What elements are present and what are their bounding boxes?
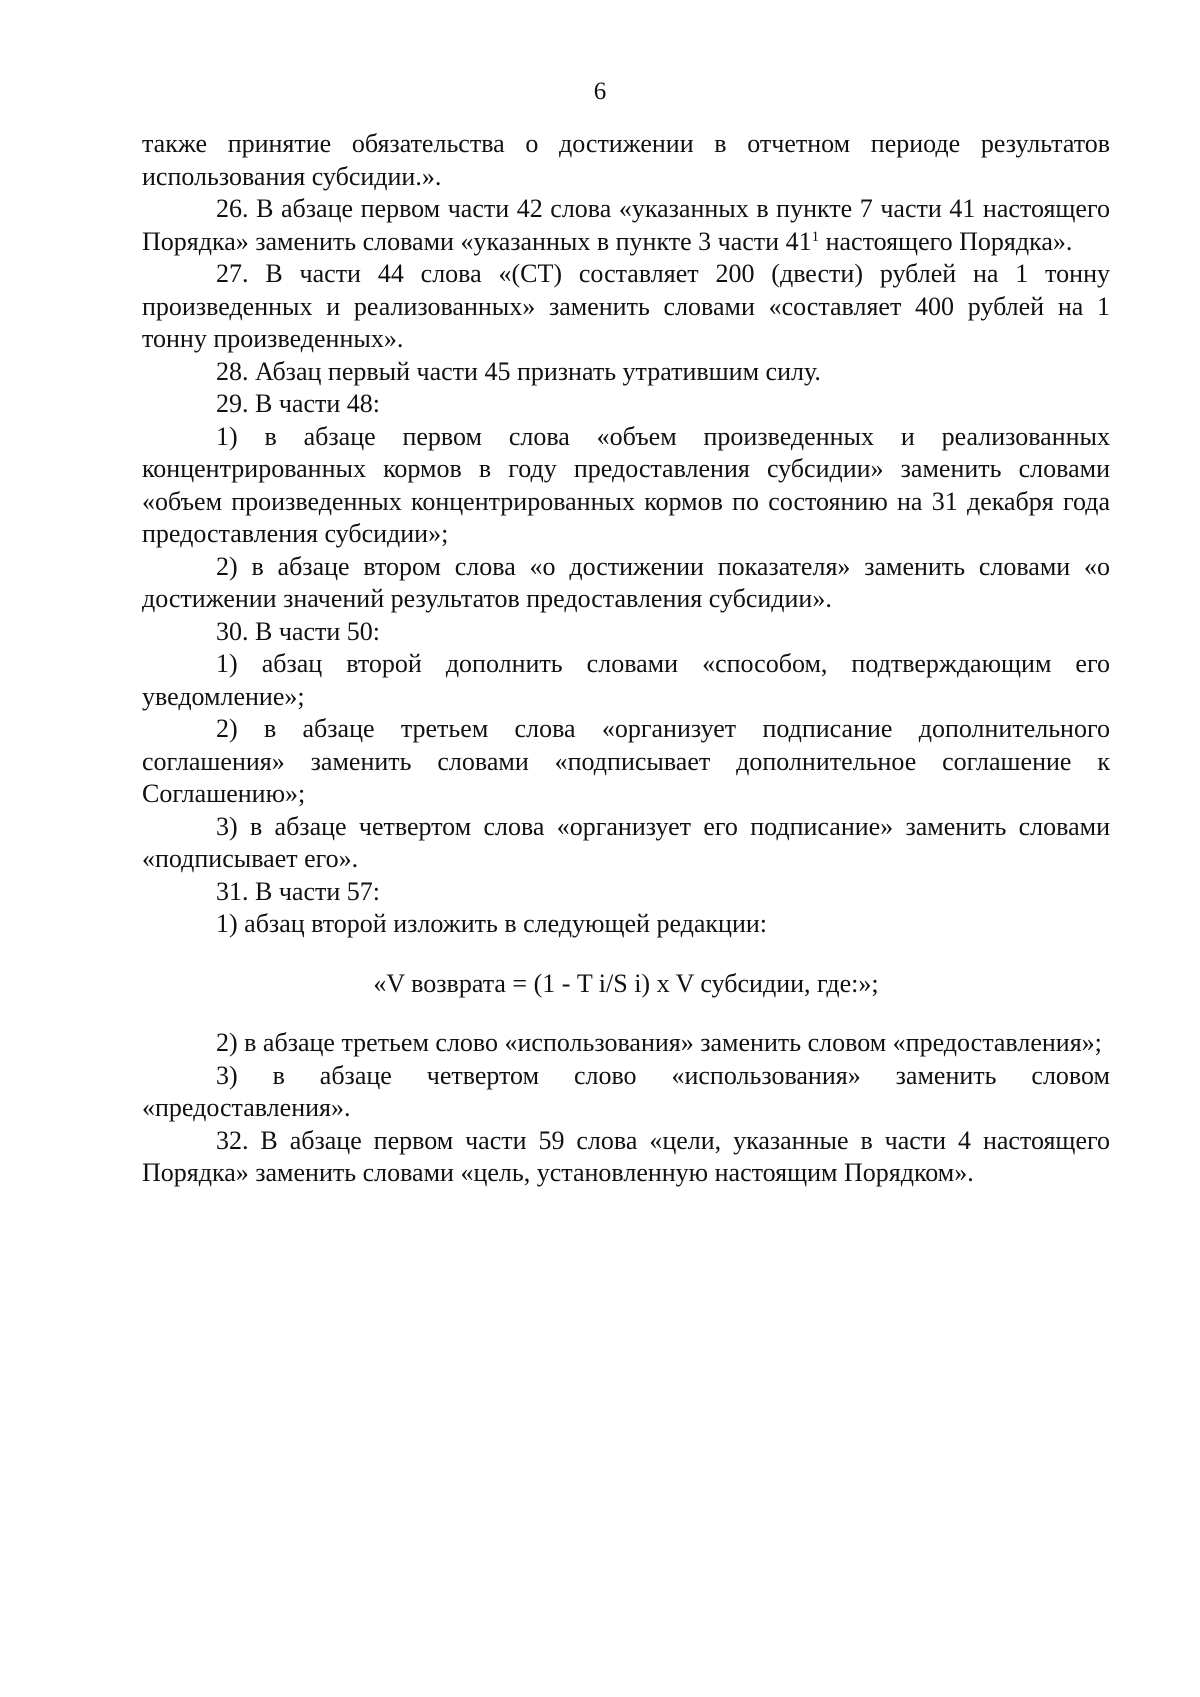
paragraph-30: 30. В части 50: [216, 616, 380, 646]
document-body [142, 128, 1110, 1190]
superscript-1: 1 [811, 228, 820, 245]
paragraph-26-tail: настоящего Порядка». [819, 226, 1073, 256]
paragraph-31-item-3: 3) в абзаце четвертом слово «использования» заменить словом «предоставления». [142, 1060, 1110, 1122]
paragraph-continuation: также принятие обязательства о достижении в отчетном периоде результатов использования субсидии.». [142, 129, 1110, 191]
paragraph-26 [142, 193, 1110, 258]
page-number: 6 [593, 78, 607, 105]
paragraph-26-text: 26. В абзаце первом части 42 слова «указанных в пункте 7 части 41 настоящего Порядка» заменить словами «указанных в пункте 3 части 41 [142, 194, 1110, 256]
paragraph-30-item-3: 3) в абзаце четвертом слова «организует его подписание» заменить словами «подписывает его». [142, 811, 1110, 873]
paragraph-27: 27. В части 44 слова «(СТ) составляет 200 (двести) рублей на 1 тонну произведенных и реализованных» заменить словами «составляет 400 рублей на 1 тонну произведенных». [142, 259, 1110, 353]
paragraph-32: 32. В абзаце первом части 59 слова «цели, указанные в части 4 настоящего Порядка» заменить словами «цель, установленную настоящим Порядком». [142, 1125, 1110, 1187]
paragraph-29-item-2: 2) в абзаце втором слова «о достижении показателя» заменить словами «о достижении значений результатов предоставления субсидии». [142, 551, 1110, 613]
paragraph-29: 29. В части 48: [216, 389, 380, 418]
paragraph-30-item-1: 1) абзац второй дополнить словами «способом, подтверждающим его уведомление»; [142, 649, 1110, 711]
paragraph-30-item-2: 2) в абзаце третьем слова «организует подписание дополнительного соглашения» заменить словами «подписывает дополнительное соглашение к Соглашению»; [142, 714, 1110, 808]
paragraph-28: 28. Абзац первый части 45 признать утратившим силу. [216, 356, 821, 386]
paragraph-31-item-1: 1) абзац второй изложить в следующей редакции: [216, 909, 768, 938]
paragraph-29-item-1: 1) в абзаце первом слова «объем произведенных и реализованных концентрированных кормов в году предоставления субсидии» заменить словами «объем произведенных концентрированных кормов по состоянию на 31 декабря года предоставления субсидии»; [142, 421, 1110, 548]
formula: «V возврата = (1 - T i/S i) x V субсидии, где:»; [373, 968, 879, 998]
paragraph-31-item-2: 2) в абзаце третьем слово «использования» заменить словом «предоставления»; [216, 1028, 1102, 1057]
paragraph-31: 31. В части 57: [216, 876, 380, 906]
